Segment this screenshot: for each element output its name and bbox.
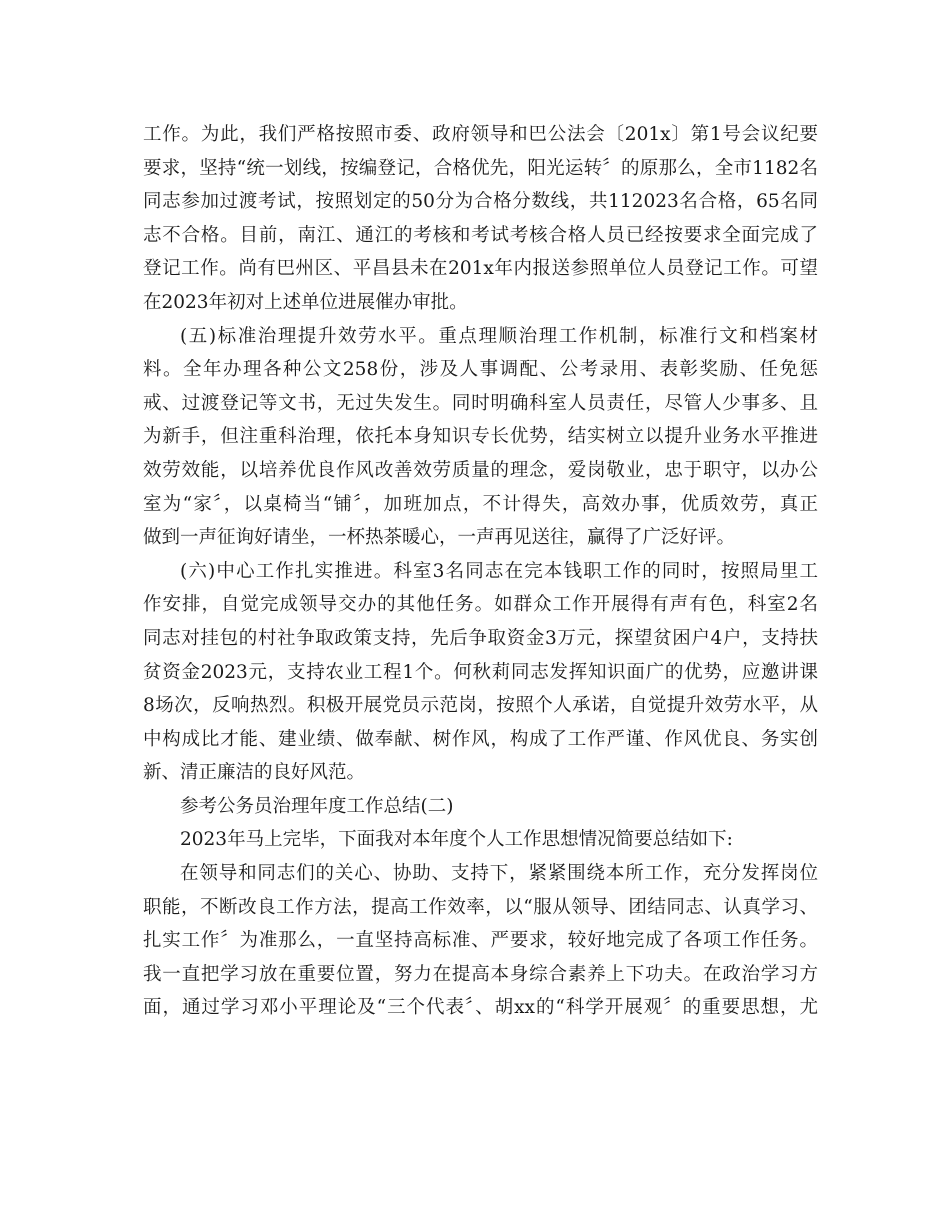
text-line: 中构成比才能、建业绩、做奉献、树作风，构成了工作严谨、作风优良、务实创 — [143, 728, 818, 750]
text-line: 新、清正廉洁的良好风范。 — [143, 762, 366, 784]
text-line: 我一直把学习放在重要位置，努力在提高本身综合素养上下功夫。在政治学习方 — [143, 963, 818, 985]
text-line: 扎实工作〞为准那么，一直坚持高标准、严要求，较好地完成了各项工作任务。 — [143, 930, 818, 952]
text-line: (五)标准治理提升效劳水平。重点理顺治理工作机制，标准行文和档案材 — [180, 325, 818, 347]
text-line: 为新手，但注重科治理，依托本身知识专长优势，结实树立以提升业务水平推进 — [143, 426, 818, 448]
text-line: 志不合格。目前，南江、通江的考核和考试考核合格人员已经按要求全面完成了 — [143, 224, 818, 246]
text-line: 戒、过渡登记等文书，无过失发生。同时明确科室人员责任，尽管人少事多、且 — [143, 392, 818, 414]
text-line: 8场次，反响热烈。积极开展党员示范岗，按照个人承诺，自觉提升效劳水平，从 — [143, 695, 818, 717]
text-line: 同志参加过渡考试，按照划定的50分为合格分数线，共112023名合格，65名同 — [143, 191, 818, 213]
text-line: 参考公务员治理年度工作总结(二) — [180, 795, 454, 817]
text-line: 室为“家〞，以桌椅当“铺〞，加班加点，不计得失，高效办事，优质效劳，真正 — [143, 493, 818, 515]
text-line: 作安排，自觉完成领导交办的其他任务。如群众工作开展得有声有色，科室2名 — [143, 594, 818, 616]
text-line: 做到一声征询好请坐，一杯热茶暖心，一声再见送往，赢得了广泛好评。 — [143, 527, 736, 549]
text-line: 2023年马上完毕，下面我对本年度个人工作思想情况简要总结如下: — [180, 829, 733, 851]
text-line: 同志对挂包的村社争取政策支持，先后争取资金3万元，探望贫困户4户，支持扶 — [143, 627, 818, 649]
text-line: 在2023年初对上述单位进展催办审批。 — [143, 291, 468, 313]
text-line: 面，通过学习邓小平理论及“三个代表〞、胡xx的“科学开展观〞的重要思想，尤 — [143, 997, 818, 1019]
text-line: 效劳效能，以培养优良作风改善效劳质量的理念，爱岗敬业，忠于职守，以办公 — [143, 459, 818, 481]
text-line: 工作。为此，我们严格按照市委、政府领导和巴公法会〔201x〕第1号会议纪要 — [143, 124, 818, 145]
text-line: 在领导和同志们的关心、协助、支持下，紧紧围绕本所工作，充分发挥岗位 — [180, 863, 818, 885]
document-body — [143, 118, 818, 1025]
text-line: 贫资金2023元，支持农业工程1个。何秋莉同志发挥知识面广的优势，应邀讲课 — [143, 661, 818, 683]
text-line: 登记工作。尚有巴州区、平昌县未在201x年内报送参照单位人员登记工作。可望 — [143, 258, 818, 280]
text-line: 要求，坚持“统一划线，按编登记，合格优先，阳光运转〞的原那么，全市1182名 — [143, 157, 818, 179]
text-line: 料。全年办理各种公文258份，涉及人事调配、公考录用、表彰奖励、任免惩 — [143, 359, 818, 381]
text-line: (六)中心工作扎实推进。科室3名同志在完本钱职工作的同时，按照局里工 — [180, 560, 818, 582]
text-line: 职能，不断改良工作方法，提高工作效率，以“服从领导、团结同志、认真学习、 — [143, 896, 818, 918]
